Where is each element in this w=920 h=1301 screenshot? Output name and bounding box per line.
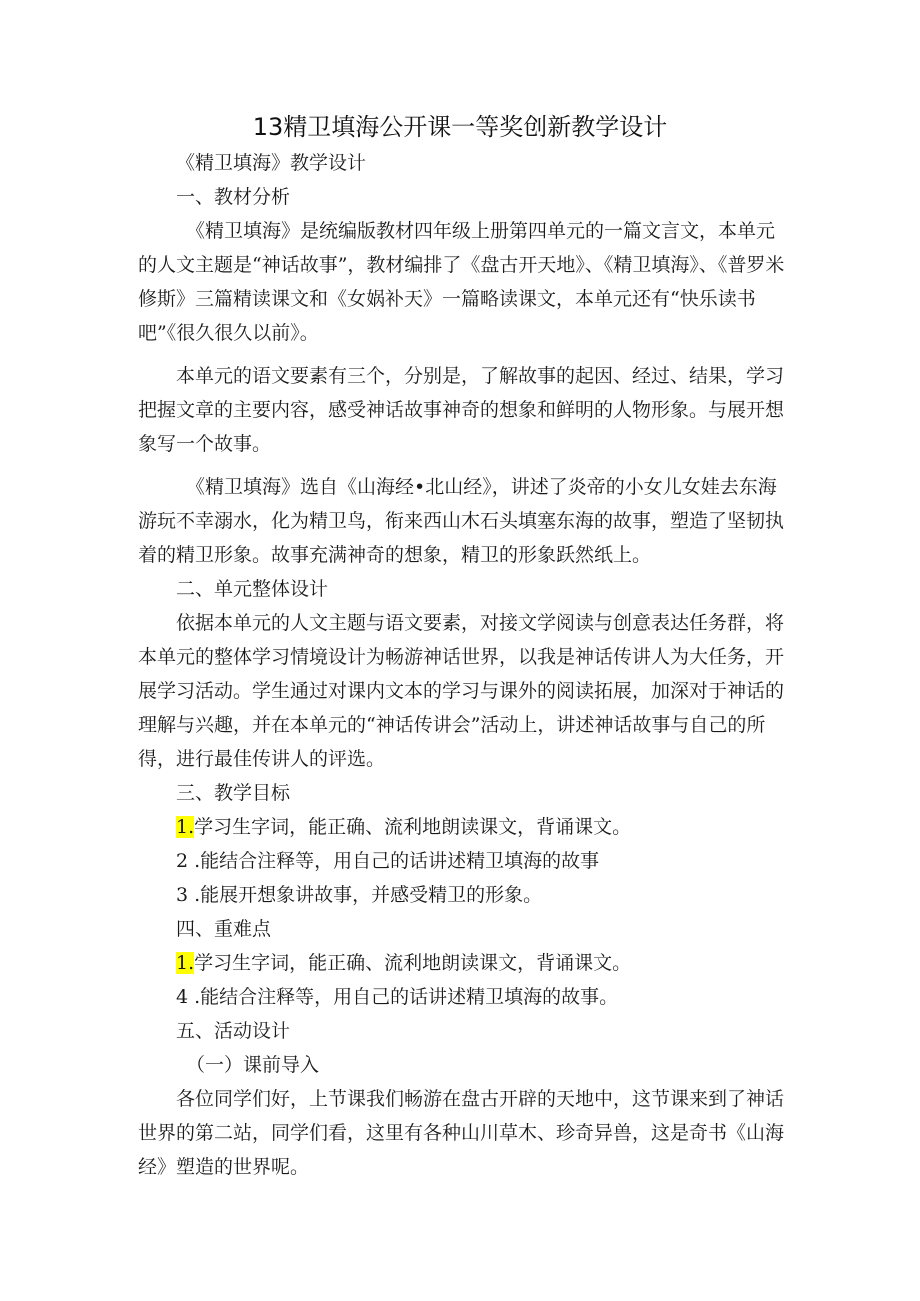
section-heading-activities: 五、活动设计 (176, 1020, 291, 1042)
section-heading-materials: 一、教材分析 (176, 186, 291, 208)
paragraph-materials-overview: 《精卫填海》是统编版教材四年级上册第四单元的一篇文言文，本单元的人文主题是“神话故事”，教材编排了《盘古开天地》、《精卫填海》、《普罗米修斯》三篇精读课文和《女娲补天》一篇略读课文，本单元还有“快乐读书吧”《很久很久以前》。 (138, 220, 785, 344)
paragraph-unit-design: 依据本单元的人文主题与语文要素，对接文学阅读与创意表达任务群，将本单元的整体学习情境设计为畅游神话世界，以我是神话传讲人为大任务，开展学习活动。学生通过对课内文本的学习与课外的阅读拓展，加深对于神话的理解与兴趣，并在本单元的“神话传讲会”活动上，讲述神话故事与自己的所得，进行最佳传讲人的评选。 (138, 612, 785, 770)
paragraph-story-summary: 《精卫填海》选自《山海经•北山经》，讲述了炎帝的小女儿女娃去东海游玩不幸溺水，化为精卫鸟，衔来西山木石头填塞东海的故事，塑造了坚韧执着的精卫形象。故事充满神奇的想象，精卫的形象跃然纸上。 (138, 476, 785, 566)
section-heading-unit-design: 二、单元整体设计 (176, 578, 329, 600)
subtitle: 《精卫填海》教学设计 (176, 152, 367, 174)
section-heading-key-points: 四、重难点 (176, 918, 272, 940)
subsection-heading-intro: （一）课前导入 (186, 1054, 320, 1076)
goal-item-3: 3 .能展开想象讲故事，并感受精卫的形象。 (176, 884, 543, 906)
paragraph-intro: 各位同学们好，上节课我们畅游在盘古开辟的天地中，这节课来到了神话世界的第二站，同学们看，这里有各种山川草木、珍奇异兽，这是奇书《山海经》塑造的世界呢。 (138, 1088, 785, 1178)
paragraph-language-elements: 本单元的语文要素有三个，分别是，了解故事的起因、经过、结果，学习把握文章的主要内容，感受神话故事神奇的想象和鲜明的人物形象。与展开想象写一个故事。 (138, 365, 785, 455)
document-title: 13精卫填海公开课一等奖创新教学设计 (252, 113, 668, 141)
section-heading-goals: 三、教学目标 (176, 782, 291, 804)
key-point-2: 4 .能结合注释等，用自己的话讲述精卫填海的故事。 (176, 986, 619, 1008)
document-body (138, 146, 793, 1184)
goal-item-1-text: 学习生字词，能正确、流利地朗读课文，背诵课文。 (194, 816, 632, 838)
goal-item-2: 2 .能结合注释等，用自己的话讲述精卫填海的故事 (176, 850, 600, 872)
key-point-1-text: 学习生字词，能正确、流利地朗读课文，背诵课文。 (194, 952, 632, 974)
highlight-marker: 1. (176, 816, 195, 838)
key-point-1 (138, 946, 793, 980)
highlight-marker: 1. (176, 952, 195, 974)
goal-item-1 (138, 810, 793, 844)
